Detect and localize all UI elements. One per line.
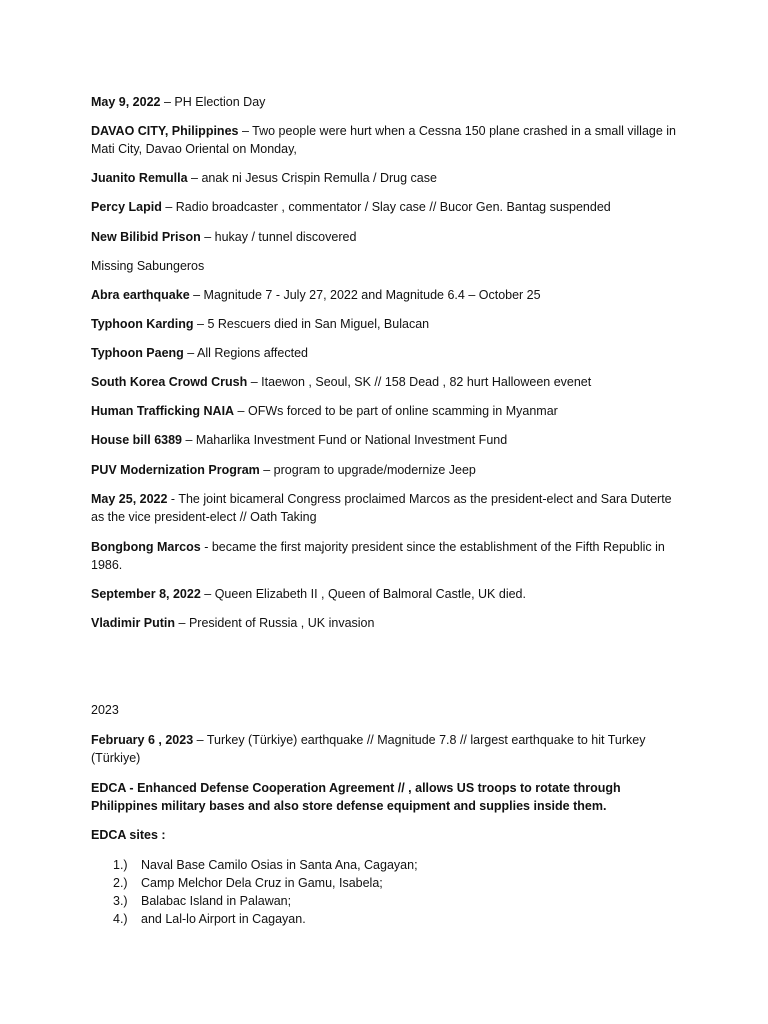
edca-site-item: 4.) and Lal-lo Airport in Cagayan.	[113, 912, 306, 926]
year-heading: 2023	[91, 703, 119, 717]
entry-percy-lapid: Percy Lapid – Radio broadcaster , commentator / Slay case // Bucor Gen. Bantag suspended	[91, 200, 611, 214]
entry-queen-elizabeth: September 8, 2022 – Queen Elizabeth II , Queen of Balmoral Castle, UK died.	[91, 587, 526, 601]
entry-bongbong-marcos: Bongbong Marcos - became the first majority president since the establishment of the Fifth Republic in 1986.	[91, 540, 665, 572]
entry-may-25-proclamation: May 25, 2022 - The joint bicameral Congress proclaimed Marcos as the president-elect and Sara Duterte as the vice president-elect // Oath Taking	[91, 492, 672, 524]
edca-sites-heading: EDCA sites :	[91, 828, 166, 842]
edca-site-item: 2.) Camp Melchor Dela Cruz in Gamu, Isabela;	[113, 876, 383, 890]
entry-vladimir-putin: Vladimir Putin – President of Russia , UK invasion	[91, 616, 375, 630]
entry-davao-plane-crash: DAVAO CITY, Philippines – Two people were hurt when a Cessna 150 plane crashed in a small village in Mati City, Davao Oriental on Monday,	[91, 124, 676, 156]
entry-typhoon-karding: Typhoon Karding – 5 Rescuers died in San Miguel, Bulacan	[91, 317, 430, 331]
entry-typhoon-paeng: Typhoon Paeng – All Regions affected	[91, 346, 308, 360]
entry-juanito-remulla: Juanito Remulla – anak ni Jesus Crispin Remulla / Drug case	[91, 171, 437, 185]
entry-puv-modernization: PUV Modernization Program – program to upgrade/modernize Jeep	[91, 463, 476, 477]
entry-turkey-earthquake: February 6 , 2023 – Turkey (Türkiye) earthquake // Magnitude 7.8 // largest earthquake to hit Turkey (Türkiye)	[91, 733, 646, 765]
edca-site-item: 1.) Naval Base Camilo Osias in Santa Ana, Cagayan;	[113, 858, 418, 872]
entry-south-korea-crowd-crush: South Korea Crowd Crush – Itaewon , Seoul, SK // 158 Dead , 82 hurt Halloween evenet	[91, 375, 592, 389]
entry-election-day: May 9, 2022 – PH Election Day	[91, 95, 266, 109]
entry-abra-earthquake: Abra earthquake – Magnitude 7 - July 27, 2022 and Magnitude 6.4 – October 25	[91, 288, 541, 302]
entry-house-bill-6389: House bill 6389 – Maharlika Investment Fund or National Investment Fund	[91, 433, 508, 447]
entry-new-bilibid-prison: New Bilibid Prison – hukay / tunnel discovered	[91, 230, 357, 244]
entry-missing-sabungeros: Missing Sabungeros	[91, 259, 205, 273]
entry-edca: EDCA - Enhanced Defense Cooperation Agreement // , allows US troops to rotate through Philippines military bases and also store defense equipment and supplies inside them.	[91, 781, 621, 813]
entry-human-trafficking-naia: Human Trafficking NAIA – OFWs forced to be part of online scamming in Myanmar	[91, 404, 558, 418]
edca-site-item: 3.) Balabac Island in Palawan;	[113, 894, 292, 908]
